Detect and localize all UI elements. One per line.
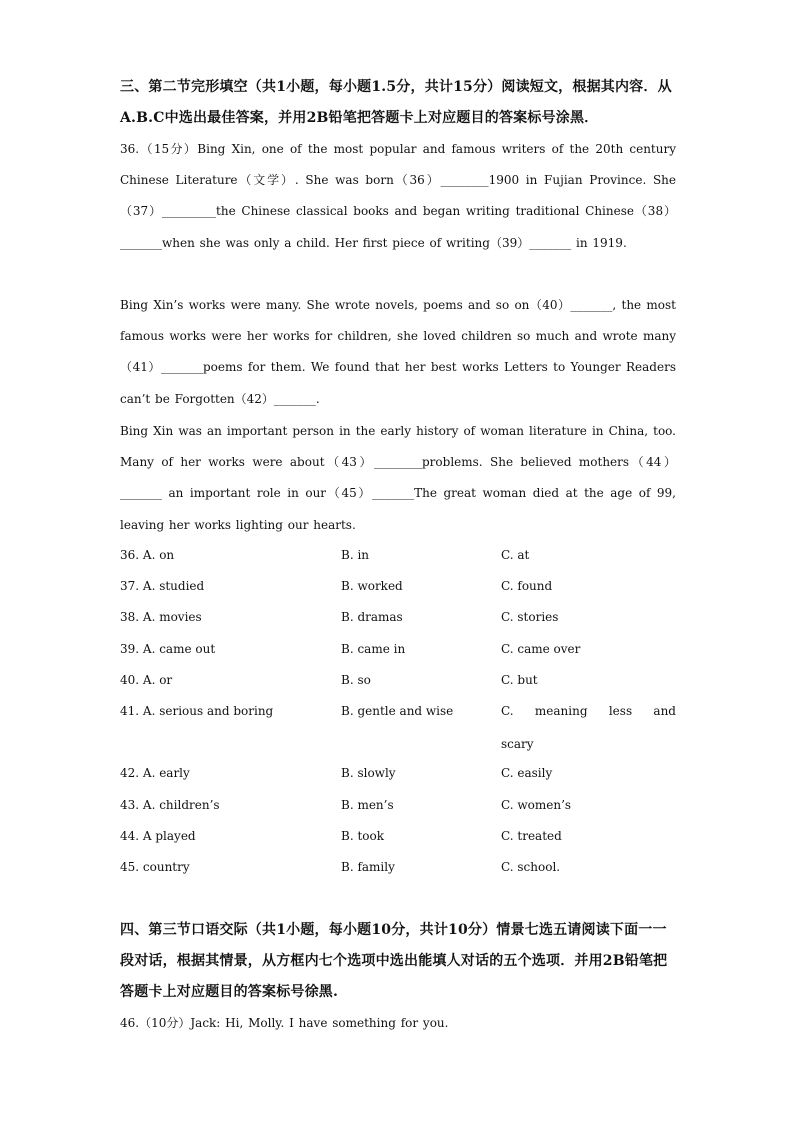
option-a: 42. A. early (120, 766, 190, 780)
option-a: 38. A. movies (120, 610, 202, 624)
option-a: 36. A. on (120, 548, 175, 562)
option-c: C. stories (501, 610, 559, 624)
option-c: C. meaning less and scary (501, 704, 676, 751)
option-row-45 (120, 852, 676, 883)
option-c: C. at (501, 548, 530, 562)
option-c: C. but (501, 673, 538, 687)
option-a: 44. A played (120, 829, 196, 843)
option-a: 45. country (120, 860, 190, 874)
option-b: B. so (341, 673, 371, 687)
option-b: B. took (341, 829, 384, 843)
option-b: B. came in (341, 642, 406, 656)
passage-paragraph-1: 36.（15分）Bing Xin, one of the most popular and famous writers of the 20th century Chinese Literature（文学）. She was born（36）________1900 in Fujian Province. She（37）_________the Chinese classical books and began writing traditional Chinese（38）_______when she was only a child. Her first piece of writing（39）_______ in 1919. (120, 142, 676, 250)
option-c: C. treated (501, 829, 562, 843)
option-b: B. men’s (341, 798, 394, 812)
option-row-36 (120, 540, 676, 571)
question-46: 46.（10分）Jack: Hi, Molly. I have something for you. (120, 1016, 449, 1030)
option-row-39 (120, 634, 676, 665)
option-a: 39. A. came out (120, 642, 216, 656)
option-row-44 (120, 821, 676, 852)
passage-paragraph-2: Bing Xin’s works were many. She wrote novels, poems and so on（40）_______, the most famous works were her works for children, she loved children so much and wrote many （41）_______poems for them. We found that her best works Letters to Younger Readers can’t be Forgotten（42）_______. (120, 298, 676, 406)
option-row-40 (120, 665, 676, 696)
option-c: C. school. (501, 860, 561, 874)
option-c: C. found (501, 579, 553, 593)
passage-paragraph-3: Bing Xin was an important person in the early history of woman literature in China, too. Many of her works were about（43）________problems. She believed mothers（44）_______ an important role in our（45）_______The great woman died at the age of 99, leaving her works lighting our hearts. (120, 424, 676, 532)
option-a: 43. A. children’s (120, 798, 220, 812)
option-c: C. women’s (501, 798, 572, 812)
section3-heading: 三、第二节完形填空（共1小题，每小题1.5分，共计15分）阅读短文，根据其内容．从A.B.C中选出最佳答案，并用2B铅笔把答题卡上对应题目的答案标号涂黑． (120, 79, 672, 126)
option-b: B. in (341, 548, 370, 562)
option-a: 37. A. studied (120, 579, 205, 593)
option-c: C. easily (501, 766, 553, 780)
option-row-43 (120, 790, 676, 821)
option-row-38 (120, 602, 676, 633)
option-b: B. gentle and wise (341, 704, 454, 718)
option-c: C. came over (501, 642, 581, 656)
option-row-41 (120, 696, 676, 760)
section4-heading: 四、第三节口语交际（共1小题，每小题10分，共计10分）情景七选五请阅读下面一一段对话，根据其情景，从方框内七个选项中选出能填人对话的五个选项．并用2B铅笔把答题卡上对应题目的答案标号徐黑. (120, 922, 668, 1000)
option-a: 40. A. or (120, 673, 173, 687)
option-a: 41. A. serious and boring (120, 704, 274, 718)
option-row-37 (120, 571, 676, 602)
option-row-42 (120, 758, 676, 789)
option-b: B. slowly (341, 766, 396, 780)
option-b: B. dramas (341, 610, 403, 624)
option-b: B. family (341, 860, 395, 874)
option-b: B. worked (341, 579, 403, 593)
